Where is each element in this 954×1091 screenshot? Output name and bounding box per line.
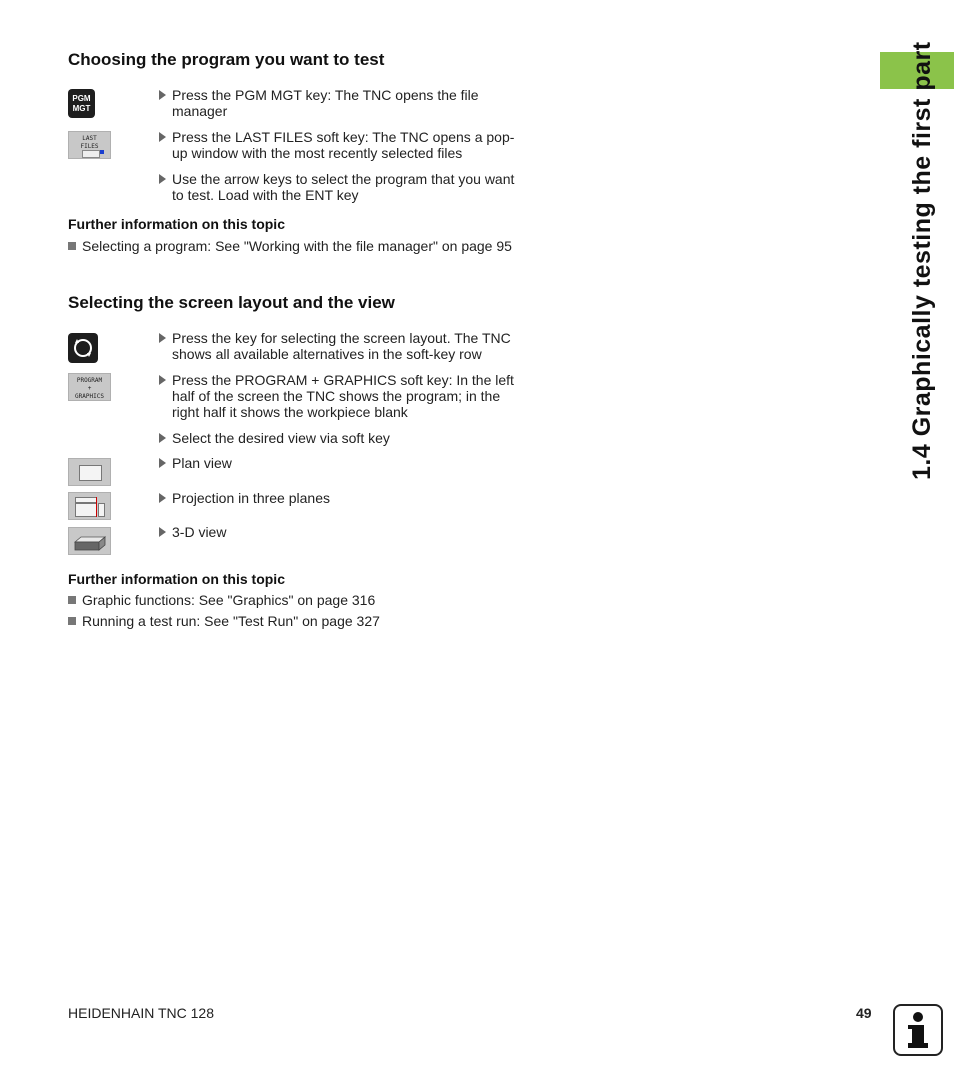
step-item: Press the PGM MGT key: The TNC opens the file manager	[159, 87, 519, 119]
arrow-right-icon	[159, 90, 166, 100]
arrow-right-icon	[159, 174, 166, 184]
further-info-heading: Further information on this topic	[68, 216, 285, 232]
softkey-label-line1: PROGRAM	[76, 377, 103, 384]
info-bullet: Selecting a program: See "Working with the file manager" on page 95	[68, 238, 518, 254]
step-item: Use the arrow keys to select the program that you want to test. Load with the ENT key	[159, 171, 519, 203]
key-label-line2: MGT	[72, 104, 91, 113]
step-item: Plan view	[159, 455, 519, 471]
last-files-softkey-icon	[68, 131, 111, 159]
bullet-square-icon	[68, 242, 76, 250]
step-item: Press the LAST FILES soft key: The TNC opens a pop-up window with the most recently selected files	[159, 129, 519, 161]
step-item: 3-D view	[159, 524, 519, 540]
step-item: Projection in three planes	[159, 490, 519, 506]
key-label-line1: PGM	[72, 94, 91, 103]
chapter-title: 1.4 Graphically testing the first part	[908, 41, 936, 480]
further-info-heading: Further information on this topic	[68, 571, 285, 587]
blue-marker-icon	[100, 150, 104, 154]
softkey-label-line2: FILES	[80, 143, 99, 150]
program-graphics-softkey-icon	[68, 373, 111, 401]
files-glyph-icon	[82, 150, 100, 158]
bullet-square-icon	[68, 617, 76, 625]
plan-view-icon	[79, 465, 102, 481]
three-planes-icon	[96, 497, 97, 517]
softkey-label-line3: GRAPHICS	[75, 393, 104, 400]
section-heading-screen-layout: Selecting the screen layout and the view	[68, 293, 395, 312]
arrow-right-icon	[159, 375, 166, 385]
arrow-right-icon	[159, 333, 166, 343]
arrow-right-icon	[159, 527, 166, 537]
step-item: Press the key for selecting the screen layout. The TNC shows all available alternatives in the soft-key row	[159, 330, 519, 362]
step-item: Select the desired view via soft key	[159, 430, 519, 446]
screen-layout-key-icon	[68, 333, 98, 363]
softkey-label-line1: LAST	[82, 135, 97, 142]
page-number: 49	[856, 1005, 872, 1021]
arrow-right-icon	[159, 458, 166, 468]
info-bullet: Graphic functions: See "Graphics" on page 316	[68, 592, 518, 608]
step-item: Press the PROGRAM + GRAPHICS soft key: In the left half of the screen the TNC shows the program; in the right half it shows the workpiece blank	[159, 372, 519, 420]
footer-product: HEIDENHAIN TNC 128	[68, 1005, 215, 1021]
arrow-right-icon	[159, 433, 166, 443]
section-heading-choose-program: Choosing the program you want to test	[68, 50, 385, 69]
info-icon	[893, 1004, 943, 1056]
plan-view-softkey-icon	[68, 458, 111, 486]
three-planes-softkey-icon	[68, 492, 111, 520]
pgm-mgt-key-icon	[68, 89, 95, 118]
bullet-square-icon	[68, 596, 76, 604]
arrow-right-icon	[159, 132, 166, 142]
3d-view-softkey-icon	[68, 527, 111, 555]
arrow-right-icon	[159, 493, 166, 503]
3d-view-icon	[69, 528, 112, 556]
info-bullet: Running a test run: See "Test Run" on page 327	[68, 613, 518, 629]
softkey-label-line2: +	[87, 385, 92, 392]
